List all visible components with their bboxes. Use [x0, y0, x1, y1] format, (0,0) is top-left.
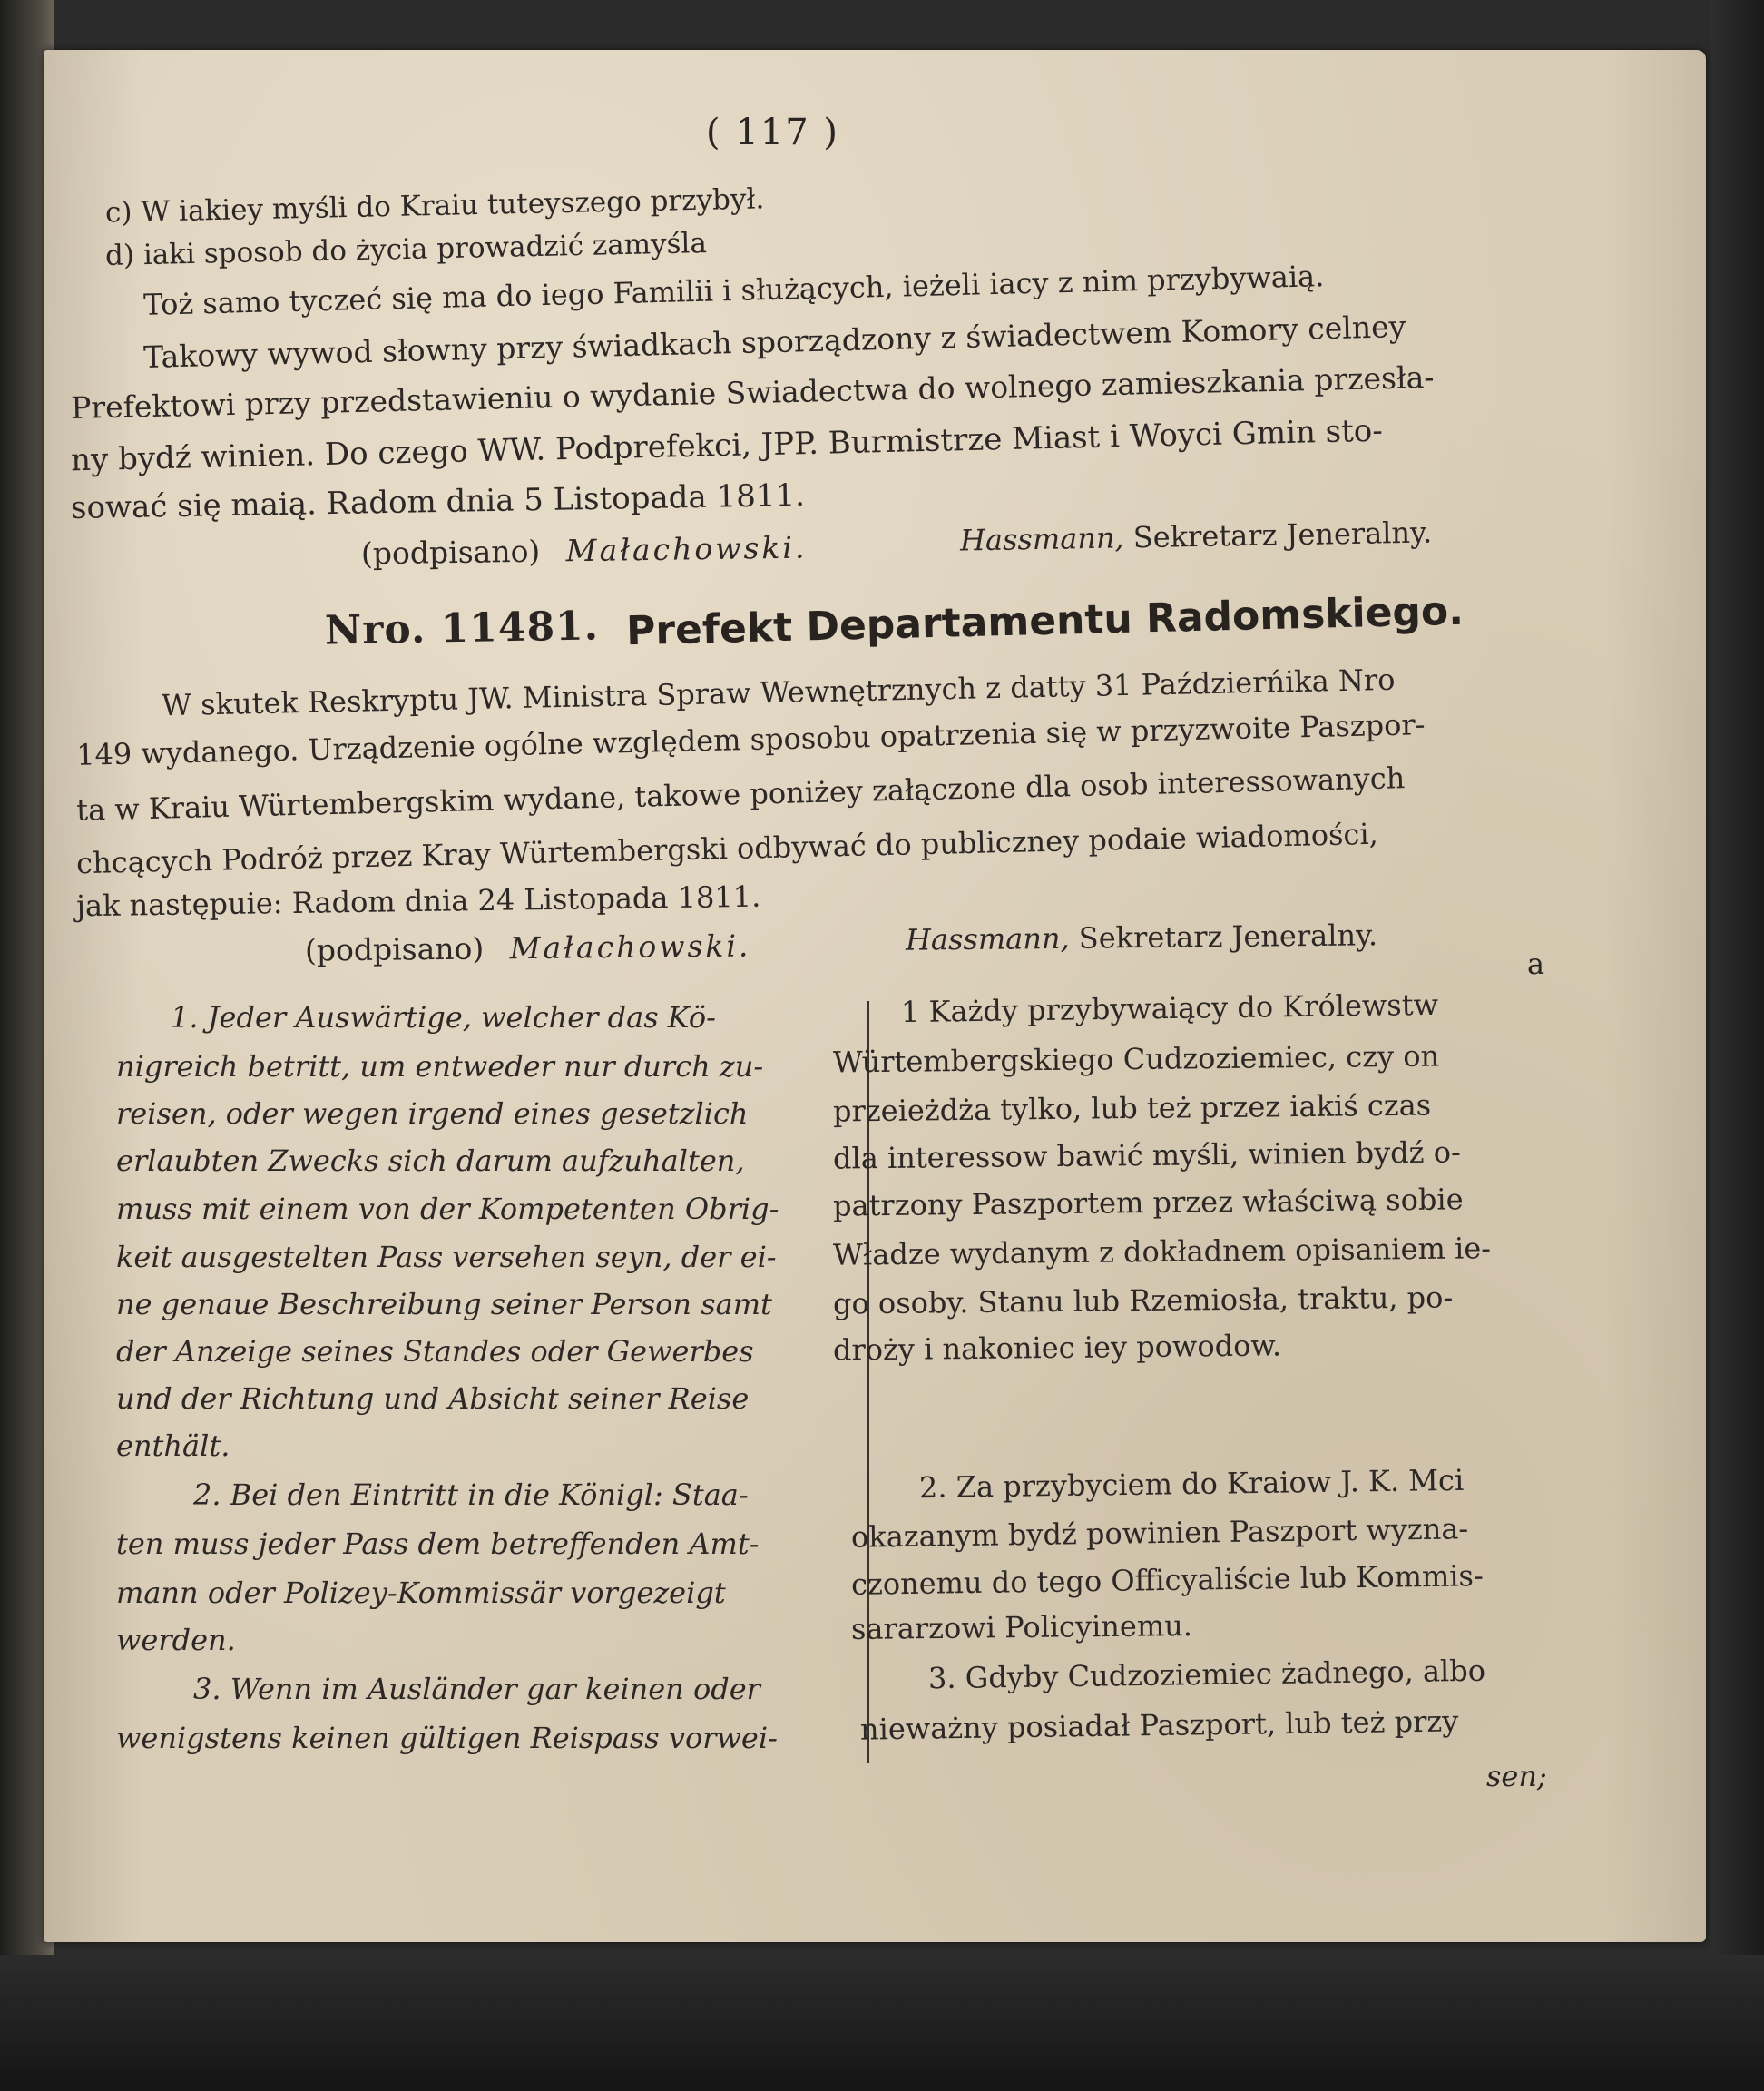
intro-signature-label: (podpisano): [360, 533, 541, 572]
decree-signature-label: (podpisano): [304, 930, 485, 968]
polish-line: nieważny posiadał Paszport, lub też przy: [859, 1703, 1459, 1747]
decree-secretary-name: Hassmann,: [905, 920, 1070, 957]
decree-margin-mark: a: [1527, 947, 1545, 981]
polish-line: okazanym bydź powinien Paszport wyzna-: [850, 1511, 1469, 1555]
decree-heading: Prefekt Departamentu Radomskiego.: [625, 587, 1465, 655]
decree-line: ta w Kraiu Würtembergskim wydane, takowe poniżey załączone dla osob interessowanych: [75, 761, 1406, 828]
decree-line: W skutek Reskryptu JW. Ministra Spraw Wewnętrznych z datty 31 Paździerńika Nro: [161, 662, 1396, 723]
german-line: der Anzeige seines Standes oder Gewerbes: [116, 1334, 754, 1369]
decree-signature: [305, 928, 751, 968]
polish-line: 2. Za przybyciem do Kraiow J. K. Mci: [918, 1462, 1465, 1506]
german-line: mann oder Polizey-Kommissär vorgezeigt: [116, 1576, 726, 1610]
polish-line: Würtembergskiego Cudzoziemiec, czy on: [832, 1038, 1440, 1080]
decree-secretary: [906, 917, 1377, 957]
polish-line: czonemu do tego Officyaliście lub Kommis-: [850, 1558, 1484, 1602]
polish-line: 1 Każdy przybywaiący do Królewstw: [900, 987, 1439, 1030]
german-line: 1. Jeder Auswärtige, welcher das Kö-: [171, 1000, 716, 1035]
intro-line: Prefektowi przy przedstawieniu o wydanie Swiadectwa do wolnego zamieszkania przesła-: [70, 358, 1435, 427]
intro-line: Toż samo tyczeć się ma do iego Familii i służących, ieżeli iacy z nim przybywaią.: [142, 259, 1325, 322]
german-line: 3. Wenn im Ausländer gar keinen oder: [193, 1672, 760, 1706]
decree-number: Nro. 11481.: [324, 603, 600, 654]
polish-line: go osoby. Stanu lub Rzemiosła, traktu, po-: [832, 1280, 1454, 1321]
page-number: ( 117 ): [706, 112, 839, 153]
german-line: ne genaue Beschreibung seiner Person samt: [116, 1287, 772, 1321]
decree-line: jak następuie: Radom dnia 24 Listopada 1811.: [75, 879, 761, 924]
polish-line: droży i nakoniec iey powodow.: [832, 1328, 1282, 1368]
polish-line: przeieżdża tylko, lub też przez iakiś czas: [832, 1087, 1432, 1129]
german-line: erlaubten Zwecks sich darum aufzuhalten,: [116, 1144, 745, 1178]
scan-background-right: [1710, 0, 1764, 2091]
polish-line: patrzony Paszportem przez właściwą sobie: [832, 1182, 1464, 1223]
intro-line: d) iaki sposob do życia prowadzić zamyśla: [104, 227, 708, 272]
intro-secretary-title: Sekretarz Jeneralny.: [1132, 515, 1433, 555]
german-line: 2. Bei den Eintritt in die Königl: Staa-: [193, 1477, 749, 1512]
german-line: wenigstens keinen gültigen Reispass vorwei-: [116, 1721, 778, 1755]
intro-line: sować się maią. Radom dnia 5 Listopada 1811.: [70, 476, 806, 527]
polish-line: Władze wydanym z dokładnem opisaniem ie-: [832, 1231, 1492, 1272]
intro-secretary-name: Hassmann,: [959, 520, 1124, 558]
scan-background-bottom: [0, 1955, 1764, 2091]
german-line: ten muss jeder Pass dem betreffenden Amt-: [116, 1527, 760, 1561]
polish-line: dla interessow bawić myśli, winien bydź o-: [832, 1134, 1461, 1176]
german-line: werden.: [116, 1623, 236, 1657]
document-page: [44, 50, 1706, 1942]
polish-line: 3. Gdyby Cudzoziemiec żadnego, albo: [927, 1653, 1486, 1696]
intro-secretary: [960, 514, 1433, 558]
intro-line: ny bydź winien. Do czego WW. Podprefekci, JPP. Burmistrze Miast i Woyci Gmin sto-: [70, 412, 1384, 479]
german-line: muss mit einem von der Kompetenten Obrig-: [116, 1192, 779, 1226]
german-line: nigreich betritt, um entweder nur durch zu-: [116, 1049, 764, 1084]
german-line: keit ausgestelten Pass versehen seyn, der ei-: [116, 1240, 777, 1274]
intro-line: c) W iakiey myśli do Kraiu tuteyszego przybył.: [104, 182, 765, 230]
german-line: und der Richtung und Absicht seiner Reise: [116, 1381, 750, 1416]
german-line: reisen, oder wegen irgend eines gesetzlich: [116, 1096, 749, 1131]
polish-line: sararzowi Policyinemu.: [850, 1608, 1193, 1646]
decree-line: chcących Podróż przez Kray Würtembergski odbywać do publiczney podaie wiadomości,: [75, 816, 1379, 881]
decree-secretary-title: Sekretarz Jeneralny.: [1078, 918, 1378, 956]
decree-line: 149 wydanego. Urządzenie ogólne względem sposobu opatrzenia się w przyzwoite Paszpor-: [75, 707, 1426, 772]
intro-signature-name: Małachowski.: [565, 529, 808, 569]
decree-signature-name: Małachowski.: [509, 928, 751, 967]
intro-line: Takowy wywod słowny przy świadkach sporządzony z świadectwem Komory celney: [142, 309, 1406, 375]
catchword: sen;: [1486, 1759, 1547, 1793]
intro-signature: [361, 530, 808, 573]
german-line: enthält.: [116, 1428, 230, 1463]
